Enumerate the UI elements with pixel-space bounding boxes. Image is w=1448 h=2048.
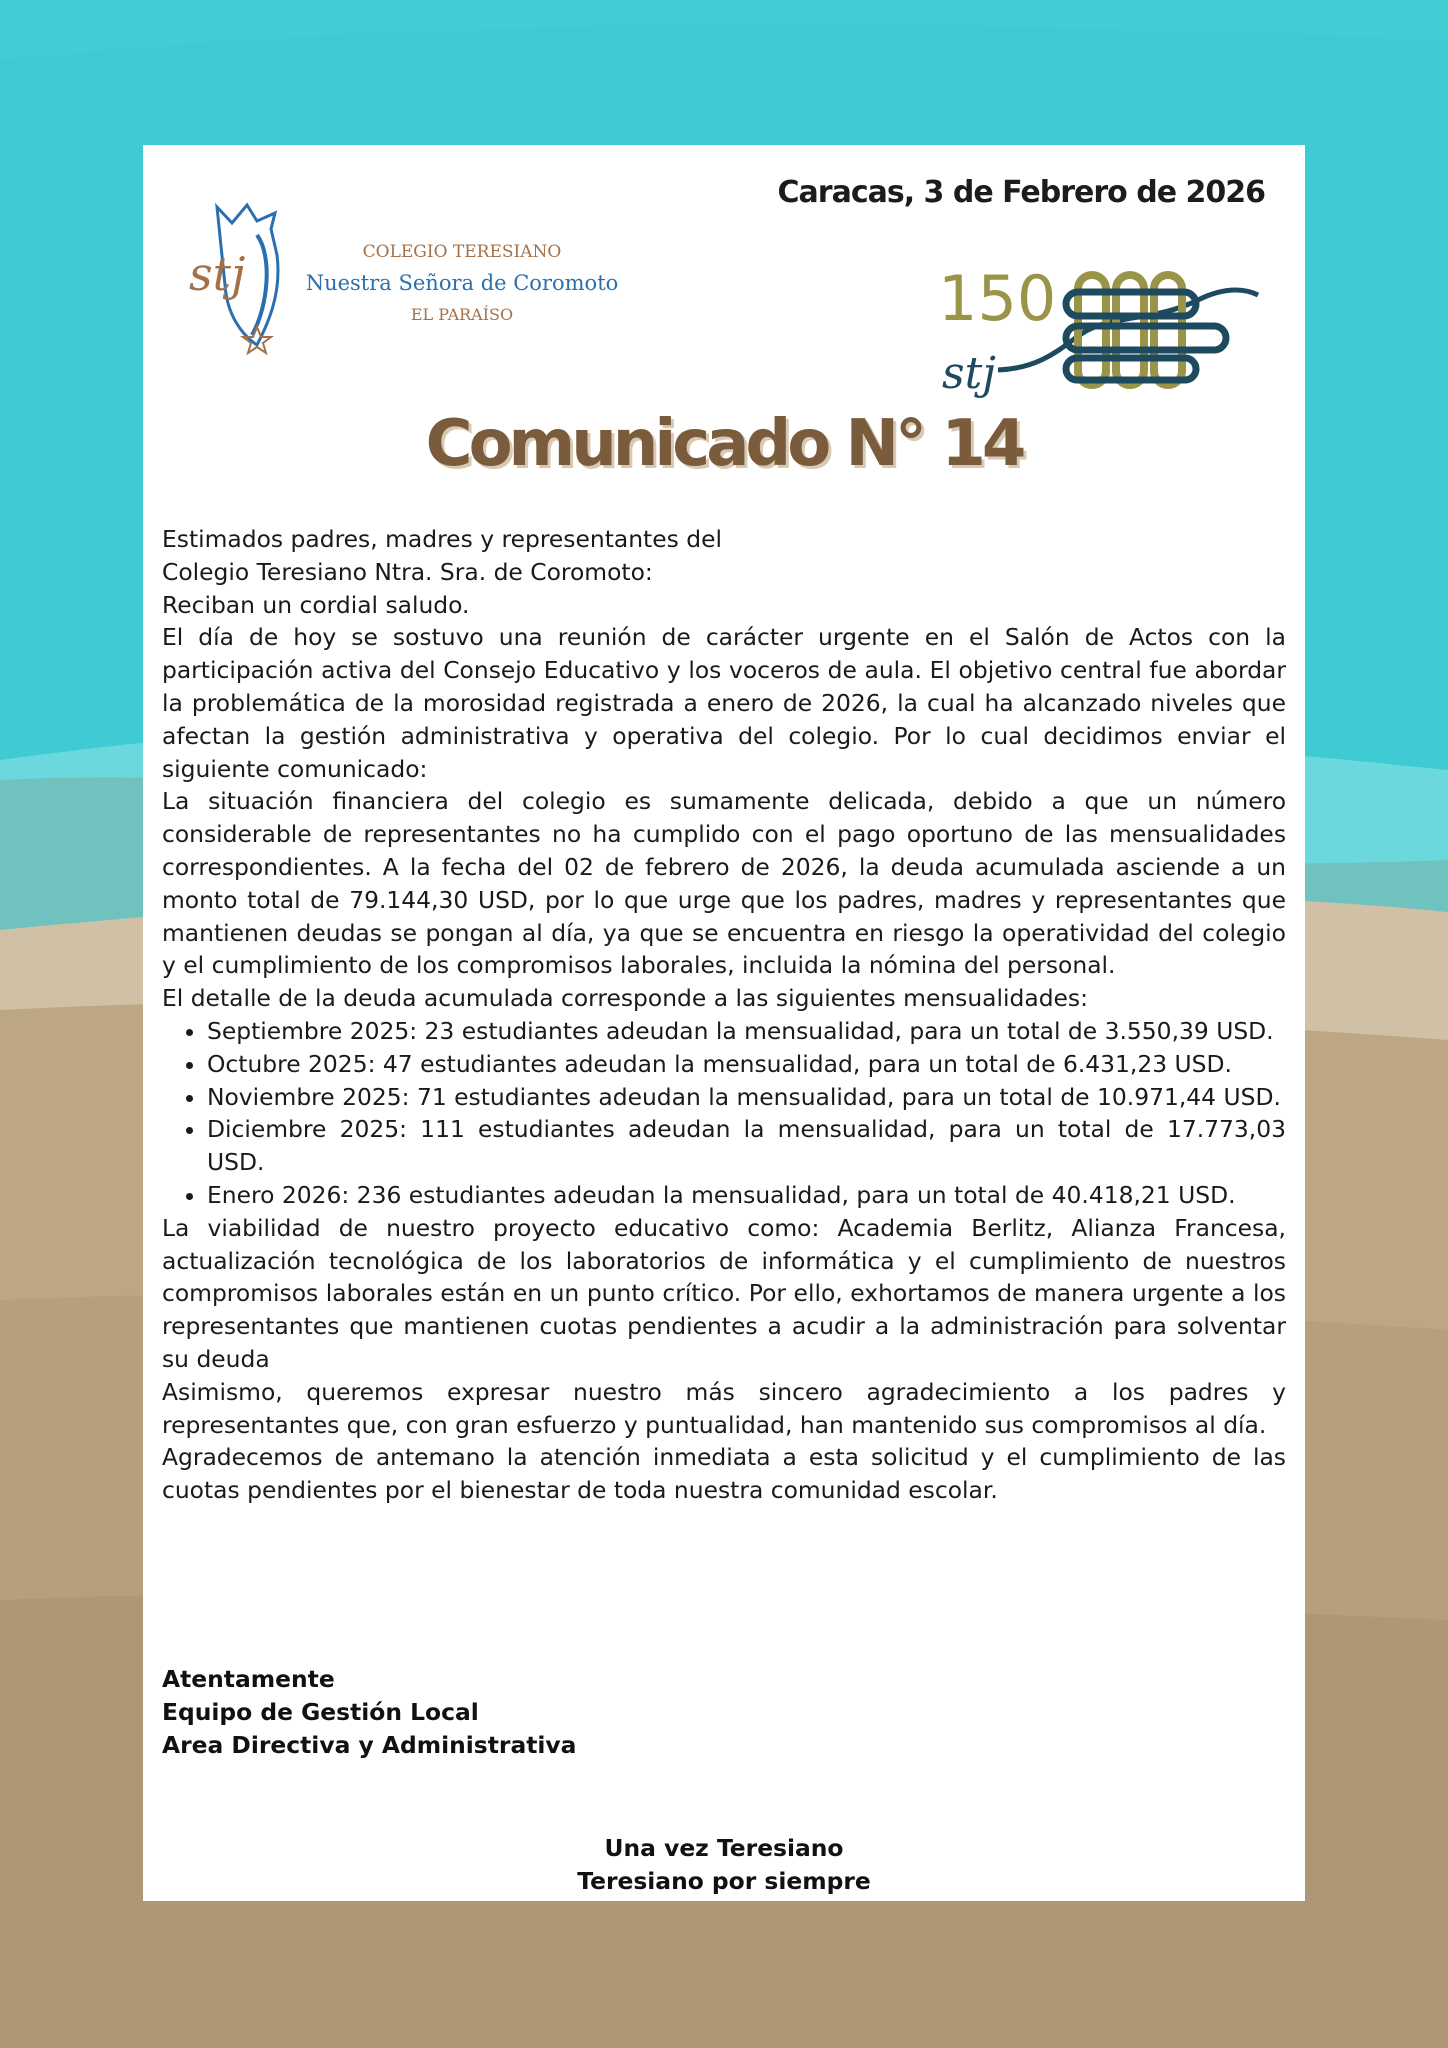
signoff-line: Equipo de Gestión Local [162,1697,479,1726]
greeting-line: Colegio Teresiano Ntra. Sra. de Coromoto: [162,557,653,586]
motto-line: Teresiano por siempre [577,1866,871,1895]
anniversary-logo [938,260,1268,420]
school-name-line2: Nuestra Señora de Coromoto [305,271,619,295]
signoff-line: Atentamente [162,1665,335,1693]
letter-card [143,145,1305,1901]
school-name-line3: EL PARAÍSO [410,305,514,324]
signoff-line: Area Directiva y Administrativa [162,1730,577,1759]
communique-title: Comunicado N° 14 [425,407,1023,481]
paragraph-financial-situation: La situación financiera del colegio es sumamente delicada, debido a que un número considerable de representantes no ha cumplido con el pago oportuno de las mensualidades correspondientes. A la fecha del 02 de febrero de 2026, la deuda acumulada asciende a un monto total de 79.144,30 USD, por lo que urge que los padres, madres y representantes que mantienen deudas se pongan al día, ya que se encuentra en riesgo la operatividad del colegio y el cumplimiento de los compromisos laborales, incluida la nómina del personal. [162,787,1286,980]
paragraph-gratitude: Asimismo, queremos expresar nuestro más sincero agradecimiento a los padres y representantes que, con gran esfuerzo y puntualidad, han mantenido sus compromisos al día. [162,1377,1286,1439]
greeting-line: Estimados padres, madres y representantes del [162,525,722,553]
debt-list [162,1015,1286,1212]
school-logo [187,195,637,355]
logo-monogram: stj [189,247,246,301]
debt-list-intro: El detalle de la deuda acumulada corresponde a las siguientes mensualidades: [162,984,1088,1013]
debt-item: • Noviembre 2025: 71 estudiantes adeudan la mensualidad, para un total de 10.971,44 USD. [207,1081,1286,1114]
school-name-line1: COLEGIO TERESIANO [362,242,562,262]
greeting-line: Reciban un cordial saludo. [162,590,470,619]
anniversary-number: 150 [938,262,1057,335]
signoff [162,1663,576,1761]
motto-line: Una vez Teresiano [604,1834,844,1862]
paragraph-closing: Agradecemos de antemano la atención inmediata a esta solicitud y el cumplimiento de las cuotas pendientes por el bienestar de toda nuestra comunidad escolar. [162,1443,1286,1505]
anniversary-monogram: stj [942,348,996,399]
debt-item: • Octubre 2025: 47 estudiantes adeudan la mensualidad, para un total de 6.431,23 USD. [207,1048,1286,1081]
debt-item: • Septiembre 2025: 23 estudiantes adeudan la mensualidad, para un total de 3.550,39 USD. [207,1015,1286,1048]
paragraph-viability: La viabilidad de nuestro proyecto educativo como: Academia Berlitz, Alianza Francesa, actualización tecnológica de los laboratorios de informática y el cumplimiento de nuestros compromisos laborales están en un punto crítico. Por ello, exhortamos de manera urgente a los representantes que mantienen cuotas pendientes a acudir a la administración para solventar su deuda [162,1213,1286,1373]
debt-item: • Enero 2026: 236 estudiantes adeudan la mensualidad, para un total de 40.418,21 USD. [207,1179,1286,1212]
paragraph-meeting: El día de hoy se sostuvo una reunión de carácter urgente en el Salón de Actos con la participación activa del Consejo Educativo y los voceros de aula. El objetivo central fue abordar la problemática de la morosidad registrada a enero de 2026, la cual ha alcanzado niveles que afectan la gestión administrativa y operativa del colegio. Por lo cual decidimos enviar el siguiente comunicado: [162,623,1286,783]
star-icon [243,327,271,353]
motto [143,1832,1305,1898]
letter-body [162,523,1286,1507]
letter-date: Caracas, 3 de Febrero de 2026 [777,175,1265,210]
debt-item: • Diciembre 2025: 111 estudiantes adeudan la mensualidad, para un total de 17.773,03 USD. [207,1113,1286,1179]
